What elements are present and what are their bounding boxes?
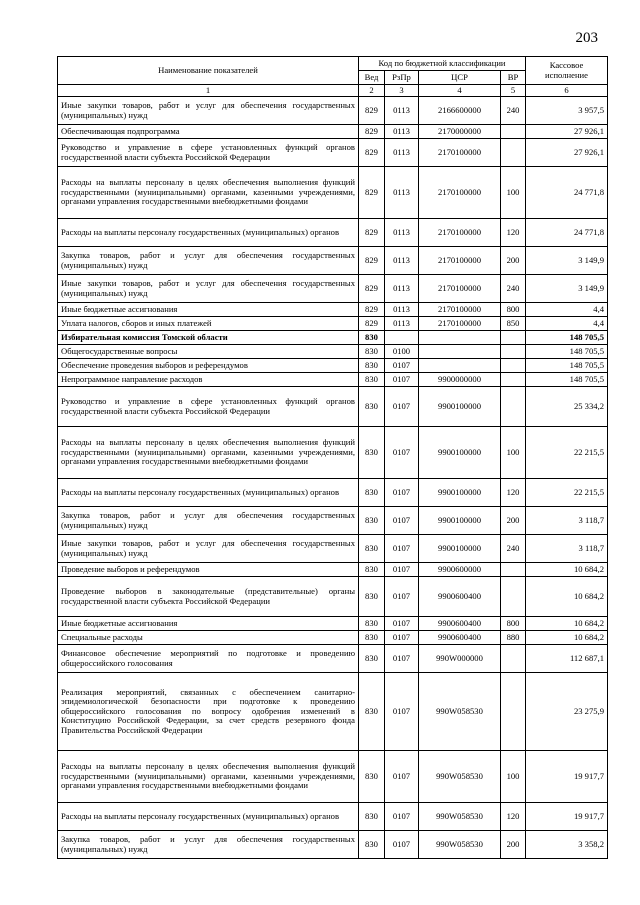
row-amount: 3 118,7 — [526, 535, 608, 563]
row-csr: 2170100000 — [419, 167, 501, 219]
table-row — [58, 427, 608, 479]
row-name: Закупка товаров, работ и услуг для обеспечения государственных (муниципальных) нужд — [58, 247, 359, 275]
row-amount: 27 926,1 — [526, 125, 608, 139]
row-vr: 240 — [501, 535, 526, 563]
row-vr: 200 — [501, 247, 526, 275]
row-rzpr: 0107 — [385, 563, 419, 577]
row-vr — [501, 345, 526, 359]
row-vr: 240 — [501, 275, 526, 303]
table-row — [58, 359, 608, 373]
row-name: Иные бюджетные ассигнования — [58, 617, 359, 631]
table-row — [58, 645, 608, 673]
table-row — [58, 275, 608, 303]
row-vr — [501, 359, 526, 373]
row-name: Избирательная комиссия Томской области — [58, 331, 359, 345]
table-row — [58, 139, 608, 167]
row-amount: 112 687,1 — [526, 645, 608, 673]
row-rzpr: 0113 — [385, 247, 419, 275]
row-amount: 10 684,2 — [526, 631, 608, 645]
row-amount: 24 771,8 — [526, 219, 608, 247]
page-number: 203 — [575, 30, 598, 46]
row-csr: 9900100000 — [419, 387, 501, 427]
row-rzpr: 0107 — [385, 373, 419, 387]
table-row — [58, 563, 608, 577]
table-row — [58, 303, 608, 317]
row-rzpr: 0107 — [385, 535, 419, 563]
row-csr: 9900000000 — [419, 373, 501, 387]
budget-table — [57, 56, 608, 859]
row-ved: 830 — [359, 535, 385, 563]
row-name: Реализация мероприятий, связанных с обеспечением санитарно- эпидемиологической безопасности при подготовке к проведению общероссийского голосования по вопросу одобрения изменений в Конституцию Российской Федерации, за счет средств резервного фонда Правительства Российской Федерации — [58, 673, 359, 751]
row-csr: 9900100000 — [419, 535, 501, 563]
header-execution: Кассовое исполнение — [526, 57, 608, 85]
header-rzpr: РзПр — [385, 71, 419, 85]
row-amount: 4,4 — [526, 317, 608, 331]
row-vr — [501, 645, 526, 673]
row-vr — [501, 139, 526, 167]
row-vr — [501, 125, 526, 139]
row-vr — [501, 563, 526, 577]
row-rzpr: 0113 — [385, 97, 419, 125]
row-vr: 120 — [501, 219, 526, 247]
row-ved: 829 — [359, 303, 385, 317]
row-amount: 19 917,7 — [526, 803, 608, 831]
row-ved: 830 — [359, 331, 385, 345]
row-name: Проведение выборов в законодательные (представительные) органы государственной власти субъекта Российской Федерации — [58, 577, 359, 617]
row-csr: 9900600400 — [419, 577, 501, 617]
row-rzpr: 0107 — [385, 359, 419, 373]
row-csr: 2170100000 — [419, 139, 501, 167]
row-csr: 2170100000 — [419, 303, 501, 317]
row-name: Руководство и управление в сфере установленных функций органов государственной власти субъекта Российской Федерации — [58, 139, 359, 167]
row-csr: 990W058530 — [419, 751, 501, 803]
row-amount: 22 215,5 — [526, 427, 608, 479]
row-ved: 830 — [359, 387, 385, 427]
row-name: Уплата налогов, сборов и иных платежей — [58, 317, 359, 331]
table-row — [58, 479, 608, 507]
row-amount: 148 705,5 — [526, 373, 608, 387]
row-name: Иные закупки товаров, работ и услуг для обеспечения государственных (муниципальных) нужд — [58, 535, 359, 563]
row-vr: 850 — [501, 317, 526, 331]
row-ved: 829 — [359, 125, 385, 139]
header-classification: Код по бюджетной классификации — [359, 57, 526, 71]
row-rzpr: 0107 — [385, 673, 419, 751]
row-rzpr: 0107 — [385, 803, 419, 831]
header-number: 4 — [419, 85, 501, 97]
row-name: Иные закупки товаров, работ и услуг для обеспечения государственных (муниципальных) нужд — [58, 97, 359, 125]
row-csr: 2170100000 — [419, 275, 501, 303]
row-rzpr: 0113 — [385, 303, 419, 317]
row-csr — [419, 345, 501, 359]
row-amount: 3 149,9 — [526, 275, 608, 303]
table-row — [58, 247, 608, 275]
row-vr: 120 — [501, 479, 526, 507]
row-rzpr: 0107 — [385, 831, 419, 859]
row-name: Обеспечивающая подпрограмма — [58, 125, 359, 139]
row-vr: 240 — [501, 97, 526, 125]
row-rzpr: 0100 — [385, 345, 419, 359]
row-amount: 25 334,2 — [526, 387, 608, 427]
row-name: Расходы на выплаты персоналу в целях обеспечения выполнения функций государственными (муниципальными) органами, казенными учреждениями, органами управления государственными внебюджетными фондами — [58, 751, 359, 803]
row-csr: 2170100000 — [419, 247, 501, 275]
header-csr: ЦСР — [419, 71, 501, 85]
row-csr: 2170100000 — [419, 317, 501, 331]
row-rzpr — [385, 331, 419, 345]
row-name: Финансовое обеспечение мероприятий по подготовке и проведению общероссийского голосования — [58, 645, 359, 673]
row-amount: 22 215,5 — [526, 479, 608, 507]
table-row — [58, 617, 608, 631]
row-amount: 3 358,2 — [526, 831, 608, 859]
row-rzpr: 0107 — [385, 751, 419, 803]
row-ved: 829 — [359, 167, 385, 219]
row-name: Закупка товаров, работ и услуг для обеспечения государственных (муниципальных) нужд — [58, 507, 359, 535]
row-name: Закупка товаров, работ и услуг для обеспечения государственных (муниципальных) нужд — [58, 831, 359, 859]
row-name: Общегосударственные вопросы — [58, 345, 359, 359]
row-rzpr: 0113 — [385, 219, 419, 247]
row-ved: 830 — [359, 645, 385, 673]
row-name: Расходы на выплаты персоналу государственных (муниципальных) органов — [58, 479, 359, 507]
table-row — [58, 673, 608, 751]
row-vr: 120 — [501, 803, 526, 831]
row-amount: 3 149,9 — [526, 247, 608, 275]
row-vr — [501, 387, 526, 427]
header-number: 5 — [501, 85, 526, 97]
row-vr — [501, 673, 526, 751]
row-csr: 9900100000 — [419, 479, 501, 507]
row-amount: 19 917,7 — [526, 751, 608, 803]
row-rzpr: 0113 — [385, 125, 419, 139]
row-rzpr: 0107 — [385, 617, 419, 631]
table-row — [58, 803, 608, 831]
row-amount: 10 684,2 — [526, 617, 608, 631]
table-row — [58, 373, 608, 387]
row-amount: 3 118,7 — [526, 507, 608, 535]
row-vr: 800 — [501, 303, 526, 317]
table-row — [58, 535, 608, 563]
row-amount: 10 684,2 — [526, 577, 608, 617]
row-rzpr: 0113 — [385, 275, 419, 303]
row-amount: 23 275,9 — [526, 673, 608, 751]
row-vr — [501, 373, 526, 387]
row-rzpr: 0107 — [385, 577, 419, 617]
table-row — [58, 97, 608, 125]
row-ved: 830 — [359, 831, 385, 859]
header-number: 3 — [385, 85, 419, 97]
row-ved: 830 — [359, 617, 385, 631]
row-vr: 880 — [501, 631, 526, 645]
header-vr: ВР — [501, 71, 526, 85]
header-number: 2 — [359, 85, 385, 97]
row-rzpr: 0113 — [385, 167, 419, 219]
row-csr: 9900600400 — [419, 631, 501, 645]
row-vr: 100 — [501, 751, 526, 803]
row-amount: 4,4 — [526, 303, 608, 317]
row-ved: 829 — [359, 317, 385, 331]
row-csr: 990W058530 — [419, 803, 501, 831]
row-rzpr: 0113 — [385, 317, 419, 331]
row-ved: 830 — [359, 427, 385, 479]
row-csr: 990W058530 — [419, 831, 501, 859]
row-csr: 2170000000 — [419, 125, 501, 139]
row-vr: 100 — [501, 427, 526, 479]
row-name: Руководство и управление в сфере установленных функций органов государственной власти субъекта Российской Федерации — [58, 387, 359, 427]
table-row — [58, 219, 608, 247]
row-name: Непрограммное направление расходов — [58, 373, 359, 387]
row-amount: 148 705,5 — [526, 345, 608, 359]
row-ved: 830 — [359, 673, 385, 751]
row-ved: 829 — [359, 219, 385, 247]
row-csr: 9900600400 — [419, 617, 501, 631]
table-row — [58, 167, 608, 219]
table-row — [58, 331, 608, 345]
row-ved: 830 — [359, 803, 385, 831]
row-ved: 830 — [359, 373, 385, 387]
header-name: Наименование показателей — [58, 57, 359, 85]
row-ved: 829 — [359, 97, 385, 125]
row-ved: 829 — [359, 139, 385, 167]
row-ved: 830 — [359, 479, 385, 507]
row-ved: 829 — [359, 275, 385, 303]
row-rzpr: 0107 — [385, 427, 419, 479]
row-rzpr: 0113 — [385, 139, 419, 167]
table-row — [58, 125, 608, 139]
row-amount: 27 926,1 — [526, 139, 608, 167]
table-row — [58, 751, 608, 803]
row-rzpr: 0107 — [385, 387, 419, 427]
row-ved: 830 — [359, 751, 385, 803]
row-rzpr: 0107 — [385, 631, 419, 645]
row-name: Обеспечение проведения выборов и референдумов — [58, 359, 359, 373]
row-name: Специальные расходы — [58, 631, 359, 645]
row-csr — [419, 359, 501, 373]
row-name: Расходы на выплаты персоналу в целях обеспечения выполнения функций государственными (муниципальными) органами, казенными учреждениями, органами управления государственными внебюджетными фондами — [58, 167, 359, 219]
table-row — [58, 345, 608, 359]
row-ved: 830 — [359, 359, 385, 373]
row-csr: 2170100000 — [419, 219, 501, 247]
row-amount: 148 705,5 — [526, 359, 608, 373]
row-name: Иные закупки товаров, работ и услуг для обеспечения государственных (муниципальных) нужд — [58, 275, 359, 303]
table-row — [58, 577, 608, 617]
row-name: Расходы на выплаты персоналу государственных (муниципальных) органов — [58, 803, 359, 831]
row-vr: 200 — [501, 507, 526, 535]
row-amount: 3 957,5 — [526, 97, 608, 125]
table-row — [58, 631, 608, 645]
row-name: Проведение выборов и референдумов — [58, 563, 359, 577]
row-rzpr: 0107 — [385, 507, 419, 535]
row-rzpr: 0107 — [385, 479, 419, 507]
row-vr: 100 — [501, 167, 526, 219]
row-csr: 990W058530 — [419, 673, 501, 751]
table-row — [58, 317, 608, 331]
table-row — [58, 831, 608, 859]
header-ved: Вед — [359, 71, 385, 85]
row-amount: 24 771,8 — [526, 167, 608, 219]
table-row — [58, 387, 608, 427]
row-csr: 2166600000 — [419, 97, 501, 125]
row-amount: 148 705,5 — [526, 331, 608, 345]
header-number: 6 — [526, 85, 608, 97]
row-ved: 830 — [359, 577, 385, 617]
row-csr: 990W000000 — [419, 645, 501, 673]
row-name: Расходы на выплаты персоналу государственных (муниципальных) органов — [58, 219, 359, 247]
row-name: Иные бюджетные ассигнования — [58, 303, 359, 317]
row-csr — [419, 331, 501, 345]
row-ved: 829 — [359, 247, 385, 275]
row-csr: 9900100000 — [419, 507, 501, 535]
row-csr: 9900600000 — [419, 563, 501, 577]
row-vr: 800 — [501, 617, 526, 631]
header-number: 1 — [58, 85, 359, 97]
row-name: Расходы на выплаты персоналу в целях обеспечения выполнения функций государственными (муниципальными) органами, казенными учреждениями, органами управления государственными внебюджетными фондами — [58, 427, 359, 479]
row-vr — [501, 577, 526, 617]
row-ved: 830 — [359, 631, 385, 645]
row-vr — [501, 331, 526, 345]
row-csr: 9900100000 — [419, 427, 501, 479]
row-ved: 830 — [359, 563, 385, 577]
row-ved: 830 — [359, 345, 385, 359]
row-ved: 830 — [359, 507, 385, 535]
row-vr: 200 — [501, 831, 526, 859]
table-row — [58, 507, 608, 535]
row-rzpr: 0107 — [385, 645, 419, 673]
row-amount: 10 684,2 — [526, 563, 608, 577]
